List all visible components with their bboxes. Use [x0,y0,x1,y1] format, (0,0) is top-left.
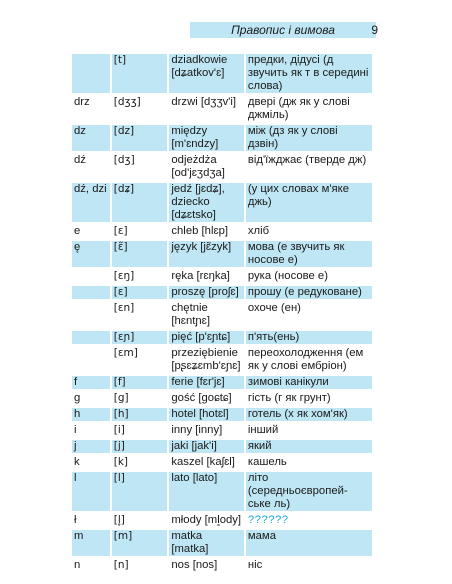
table-row [72,530,372,556]
table-row [72,302,372,328]
ipa-cell: [l̥] [113,514,125,526]
letter-cell: h [72,408,110,421]
table-row [72,392,372,405]
translation-cell: від'їжджає (тверде дж) [247,154,367,166]
ipa-cell: [ɛ] [112,286,168,299]
table-row [72,125,372,151]
ipa-cell: [ɛŋ] [113,270,135,282]
letter-cell [72,286,110,299]
example-cell: matka [matka] [169,530,244,556]
example-cell: lato [lato] [169,472,244,511]
translation-cell: готель (х як хом'як) [246,408,372,421]
translation-cell: переохолодження (ем як у слові ембріон) [247,347,364,372]
example-cell: drzwi [dʒʒv'i] [171,96,237,108]
table-row [72,408,372,421]
table-row [72,456,372,469]
letter-cell: k [74,456,80,468]
letter-cell: m [72,530,110,556]
ipa-cell: [ɛm] [113,347,138,359]
example-cell: chleb [hlɛp] [171,225,229,237]
example-cell: ręka [rɛŋka] [171,270,230,282]
table-row [72,183,372,222]
translation-cell: гість (г як грунт) [247,392,331,404]
example-cell: kaszel [kaʃɛl] [171,456,235,468]
table-row [72,225,372,238]
letter-cell: ł [74,514,77,526]
ipa-cell: [m] [112,530,168,556]
translation-cell: ніс [247,559,263,571]
table-row [72,347,372,373]
letter-cell: dz [72,125,110,151]
example-cell: gość [goɕtɕ] [171,392,232,404]
translation-cell: між (дз як у слові дзвін) [246,125,372,151]
ipa-cell: [i] [113,424,125,436]
letter-cell: n [74,559,81,571]
letter-cell [72,331,110,344]
table-row [72,54,372,93]
ipa-cell: [dʒʒ] [113,96,141,108]
example-cell: odjeżdża [od'jɛʒdʒa] [171,154,225,179]
translation-cell: який [246,440,372,453]
example-cell: młody [ml̥ody] [171,514,242,526]
ipa-cell: [ɛ] [113,225,128,237]
page-title: Правопис і вимова [190,22,376,38]
example-cell: chętnie [hɛntɲɛ] [171,302,210,327]
example-cell: przeziębienie [pʂɛʑɛmb'ɛɲɛ] [171,347,241,372]
example-cell: między [m'ɛndzy] [169,125,244,151]
example-cell: jaki [jak'i] [169,440,244,453]
example-cell: proszę [proʃɛ] [169,286,244,299]
letter-cell: e [74,225,81,237]
translation-cell: мама [246,530,372,556]
pronunciation-table [72,54,372,575]
ipa-cell: [h] [112,408,168,421]
example-cell: hotel [hotɛl] [169,408,244,421]
ipa-cell: [dz] [112,125,168,151]
letter-cell: g [74,392,81,404]
table-row [72,440,372,453]
table-row [72,376,372,389]
translation-cell: рука (носове е) [247,270,328,282]
table-row [72,241,372,267]
page-header [190,22,430,38]
ipa-cell: [f] [112,376,168,389]
table-row [72,270,372,283]
ipa-cell: [ɛn] [113,302,135,314]
ipa-cell: [g] [113,392,129,404]
translation-cell: ?????? [247,514,289,526]
translation-cell: двері (дж як у слові джміль) [247,96,350,121]
translation-cell: хліб [247,225,270,237]
translation-cell: прошу (е редуковане) [246,286,372,299]
ipa-cell: [n] [113,559,129,571]
ipa-cell: [ɛ̃] [112,241,168,267]
table-row [72,96,372,122]
table-row [72,286,372,299]
example-cell: ferie [fɛr'jɛ] [169,376,244,389]
table-row [72,472,372,511]
table-row [72,424,372,437]
page-number: 9 [371,23,378,37]
example-cell: jedź [jɛdʑ], dziecko [dʑɛtsko] [169,183,244,222]
letter-cell [72,302,110,315]
translation-cell: кашель [247,456,287,468]
letter-cell: l [72,472,110,511]
letter-cell: drz [74,96,90,108]
ipa-cell: [k] [113,456,129,468]
letter-cell [72,54,110,93]
letter-cell: dź, dzi [72,183,110,222]
example-cell: język [jɛ̃zyk] [169,241,244,267]
translation-cell: охоче (ен) [247,302,301,314]
translation-cell: мова (е звучить як носове е) [246,241,372,267]
translation-cell: предки, дідусі (д звучить як т в середині слова) [246,54,372,93]
table-row [72,154,372,180]
ipa-cell: [j] [112,440,168,453]
translation-cell: інший [247,424,279,436]
letter-cell: dź [74,154,86,166]
ipa-cell: [t] [112,54,168,93]
table-row [72,559,372,572]
example-cell: dziadkowie [dʑatkov'ɛ] [169,54,244,93]
example-cell: inny [inny] [171,424,223,436]
letter-cell: j [72,440,110,453]
table-row [72,331,372,344]
translation-cell: літо (середньоєвропей-ське ль) [246,472,372,511]
translation-cell: зимові канікули [246,376,372,389]
example-cell: pięć [p'ɛɲtɕ] [169,331,244,344]
translation-cell: (у цих словах м'яке джь) [246,183,372,222]
ipa-cell: [dʑ] [112,183,168,222]
table-row [72,514,372,527]
ipa-cell: [l] [112,472,168,511]
letter-cell: ę [72,241,110,267]
letter-cell [72,347,110,360]
letter-cell: i [74,424,77,436]
example-cell: nos [nos] [171,559,218,571]
letter-cell [72,270,110,283]
ipa-cell: [dʒ] [113,154,135,166]
translation-cell: п'ять(ень) [246,331,372,344]
letter-cell: f [72,376,110,389]
ipa-cell: [ɛɲ] [112,331,168,344]
